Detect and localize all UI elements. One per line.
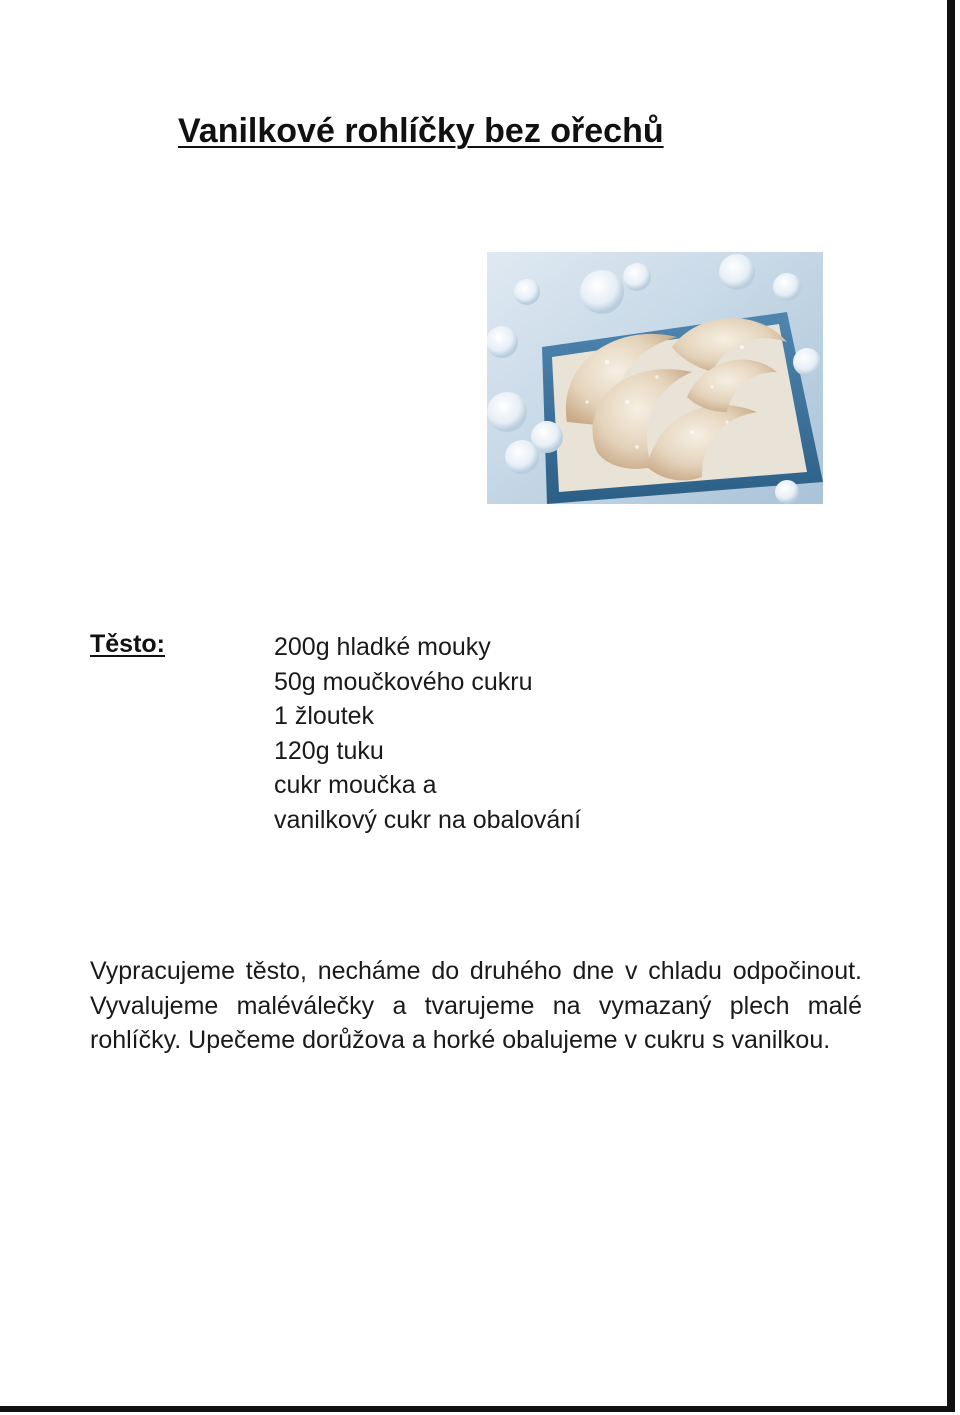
page-border-right	[947, 0, 955, 1412]
ingredient-item: 50g moučkového cukru	[274, 667, 533, 696]
recipe-title: Vanilkové rohlíčky bez ořechů	[178, 112, 664, 150]
instructions-paragraph: Vypracujeme těsto, necháme do druhého dne v chladu odpočinout. Vyvalujeme maléválečky a tvarujeme na vymazaný plech malé rohlíčky. Upečeme dorůžova a horké obalujeme v cukru s vanilkou.	[90, 957, 862, 1055]
ingredient-item: cukr moučka a	[274, 771, 437, 800]
recipe-photo	[487, 252, 823, 504]
ingredients-list	[274, 630, 581, 838]
page-border-bottom	[0, 1406, 955, 1412]
ingredients-heading: Těsto:	[90, 630, 165, 658]
ingredient-item: vanilkový cukr na obalování	[274, 805, 582, 834]
ingredient-item: 200g hladké mouky	[274, 633, 491, 661]
ingredient-item: 120g tuku	[274, 736, 384, 765]
ingredient-item: 1 žloutek	[274, 702, 375, 731]
